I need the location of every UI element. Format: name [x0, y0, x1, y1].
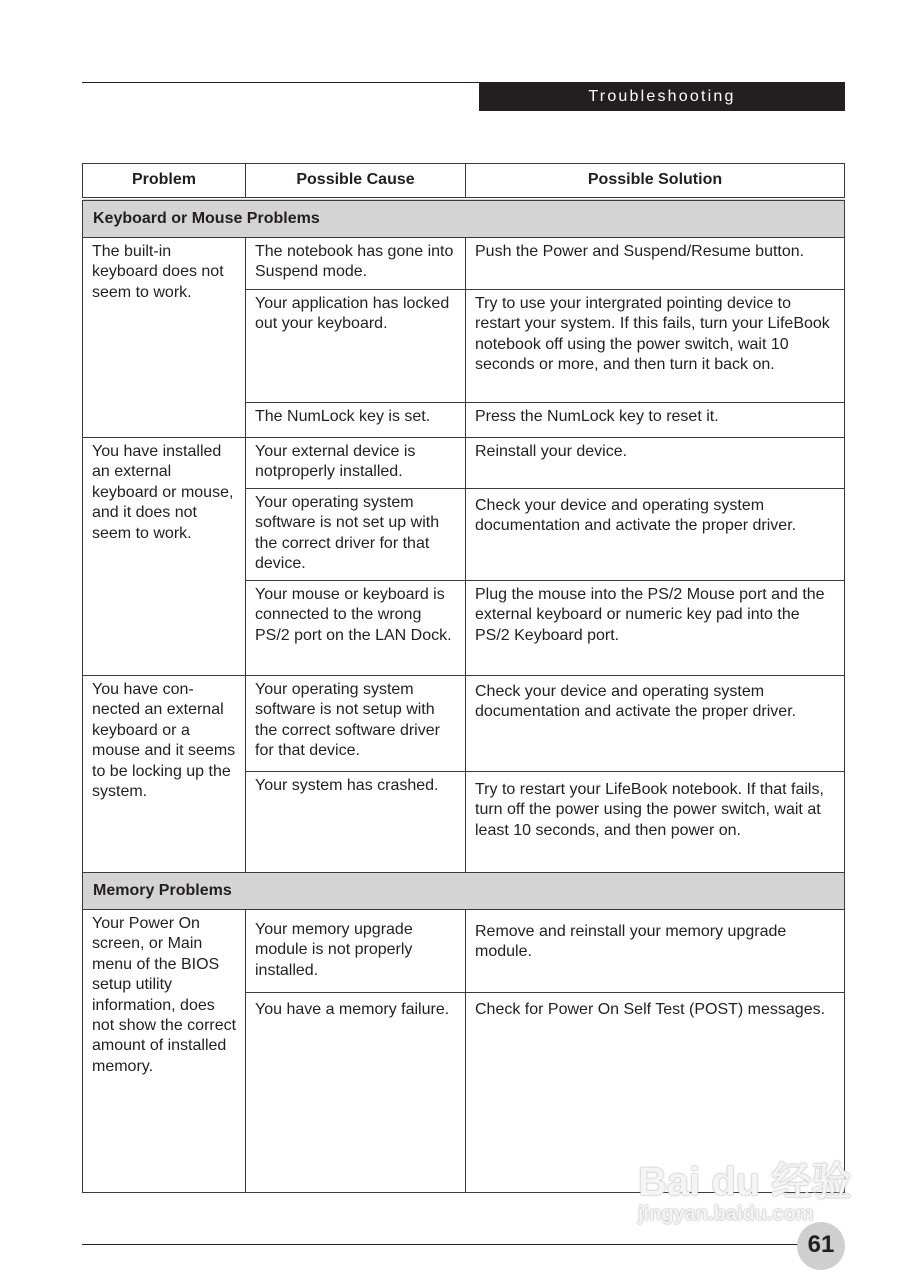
problem-cell: You have con-nected an external keyboard or a mouse and it seems to be locking up the system. [83, 676, 246, 873]
solution-cell: Reinstall your device. [466, 438, 845, 489]
problem-cell: The built-in keyboard does not seem to work. [83, 238, 246, 438]
solution-cell: Try to restart your LifeBook notebook. If that fails, turn off the power using the power switch, wait at least 10 seconds, and then power on. [466, 772, 845, 873]
solution-cell: Press the NumLock key to reset it. [466, 403, 845, 438]
solution-cell: Plug the mouse into the PS/2 Mouse port and the external keyboard or numeric key pad into the PS/2 Keyboard port. [466, 581, 845, 676]
column-header-cause: Possible Cause [246, 164, 466, 200]
solution-cell: Push the Power and Suspend/Resume button. [466, 238, 845, 290]
cause-cell: Your system has crashed. [246, 772, 466, 873]
table-row [83, 438, 845, 489]
cause-cell: Your external device is notproperly installed. [246, 438, 466, 489]
table-header-row [83, 164, 845, 200]
section-row [83, 199, 845, 238]
table-row [83, 238, 845, 290]
cause-cell: Your memory upgrade module is not properly installed. [246, 910, 466, 993]
solution-cell: Check your device and operating system documentation and activate the proper driver. [466, 676, 845, 772]
problem-cell: You have installed an external keyboard or mouse, and it does not seem to work. [83, 438, 246, 676]
cause-cell: Your application has locked out your keyboard. [246, 290, 466, 403]
problem-cell: Your Power On screen, or Main menu of the BIOS setup utility information, does not show the correct amount of installed memory. [83, 910, 246, 1193]
solution-cell: Remove and reinstall your memory upgrade module. [466, 910, 845, 993]
cause-cell: Your mouse or keyboard is connected to the wrong PS/2 port on the LAN Dock. [246, 581, 466, 676]
section-row [83, 873, 845, 910]
section-header: Troubleshooting [479, 82, 845, 111]
cause-cell: Your operating system software is not setup with the correct software driver for that device. [246, 676, 466, 772]
watermark-logo: Bai du 经验 [638, 1160, 852, 1204]
watermark-url: jingyan.baidu.com [638, 1203, 814, 1225]
cause-cell: The notebook has gone into Suspend mode. [246, 238, 466, 290]
watermark [638, 1150, 851, 1226]
page-number: 61 [797, 1222, 845, 1270]
troubleshooting-table [82, 163, 845, 1193]
solution-cell: Check your device and operating system documentation and activate the proper driver. [466, 489, 845, 581]
footer-rule [82, 1244, 802, 1245]
section-title: Keyboard or Mouse Problems [83, 199, 845, 238]
section-title: Memory Problems [83, 873, 845, 910]
solution-cell: Check for Power On Self Test (POST) messages. [466, 993, 845, 1193]
header-rule [82, 82, 480, 83]
cause-cell: The NumLock key is set. [246, 403, 466, 438]
solution-cell: Try to use your intergrated pointing device to restart your system. If this fails, turn your LifeBook notebook off using the power switch, wait 10 seconds or more, and then turn it back on. [466, 290, 845, 403]
cause-cell: You have a memory failure. [246, 993, 466, 1193]
table-row [83, 676, 845, 772]
column-header-problem: Problem [83, 164, 246, 200]
table-row [83, 910, 845, 993]
column-header-solution: Possible Solution [466, 164, 845, 200]
cause-cell: Your operating system software is not set up with the correct driver for that device. [246, 489, 466, 581]
